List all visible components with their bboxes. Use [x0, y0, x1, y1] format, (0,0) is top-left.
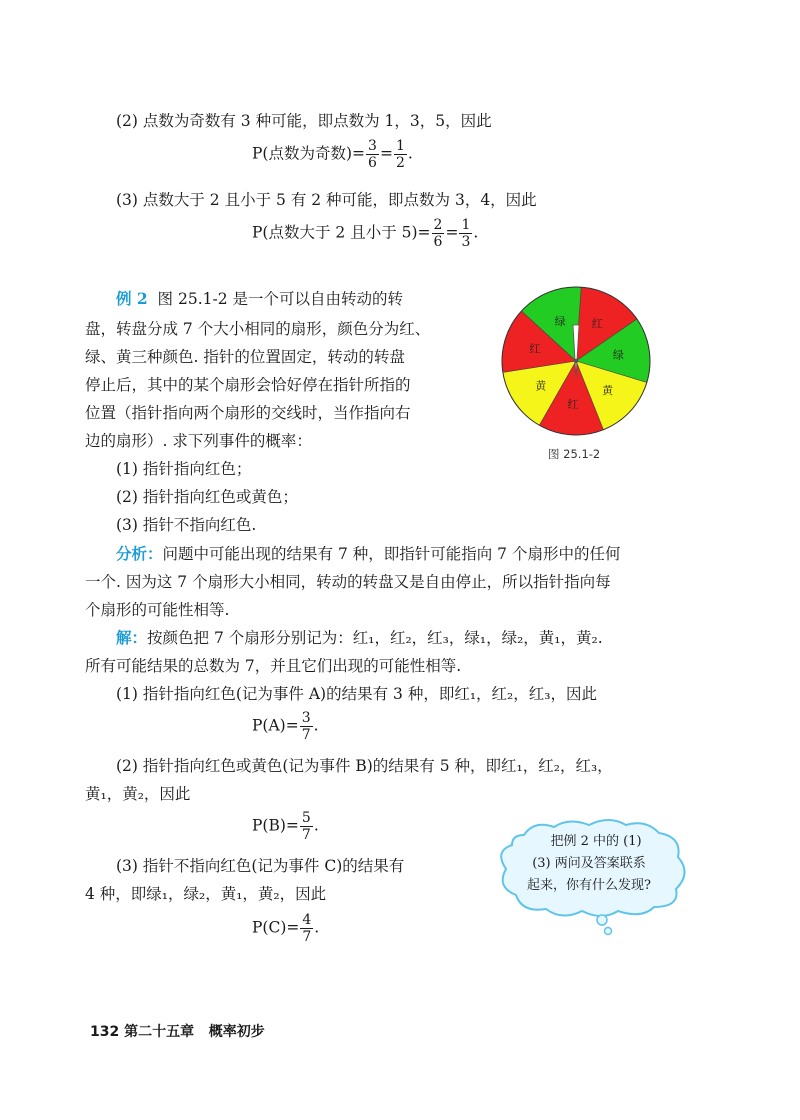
- pa-lhs: P(A)=: [252, 716, 299, 735]
- wheel-sector-label: 黄: [602, 384, 614, 397]
- example2-line-5: 位置（指针指向两个扇形的交线时，当作指向右: [85, 404, 411, 422]
- page-number: 132: [90, 1024, 120, 1040]
- pc-num: 4: [302, 912, 312, 928]
- part2-f1-num: 3: [368, 138, 377, 154]
- wheel-sector-label: 绿: [554, 315, 566, 329]
- solution-step-3b: 4 种，即绿₁，绿₂，黄₁，黄₂，因此: [85, 885, 327, 903]
- example2-line-1: [116, 288, 403, 310]
- pb-lhs: P(B)=: [252, 816, 299, 835]
- solution-line-1: [116, 627, 603, 649]
- solution-step-2a: (2) 指针指向红色或黄色(记为事件 B)的结果有 5 种，即红₁，红₂，红₃，: [116, 757, 613, 775]
- wheel-sector-label: 红: [529, 342, 541, 356]
- question-1: (1) 指针指向红色；: [116, 460, 252, 478]
- part3-f1-num: 2: [433, 217, 443, 233]
- wheel-hub: [574, 359, 578, 363]
- part2-f2-num: 1: [395, 138, 405, 154]
- part2-end: .: [407, 144, 413, 163]
- pc-lhs: P(C)=: [252, 918, 300, 937]
- question-2: (2) 指针指向红色或黄色；: [116, 488, 298, 506]
- pb-formula: [252, 810, 319, 843]
- pa-formula: [252, 710, 319, 743]
- wheel-sector-label: 黄: [535, 379, 547, 393]
- part3-end: .: [473, 223, 479, 242]
- pa-end: .: [313, 716, 319, 735]
- part3-f2-num: 1: [461, 217, 471, 233]
- part3-f2-den: 3: [461, 234, 471, 250]
- chapter-name: 第二十五章: [124, 1024, 195, 1040]
- pa-den: 7: [301, 727, 311, 743]
- pb-den: 7: [301, 827, 311, 843]
- pb-end: .: [313, 816, 319, 835]
- solution-step-2b: 黄₁，黄₂，因此: [85, 785, 191, 803]
- wheel-sector-label: 红: [567, 397, 579, 411]
- cloud-line-3: 起来，你有什么发现?: [527, 878, 651, 893]
- example2-line-6: 边的扇形）. 求下列事件的概率：: [85, 432, 312, 450]
- solution-text-1: 按颜色把 7 个扇形分别记为：红₁，红₂，红₃，绿₁，绿₂，黄₁，黄₂.: [147, 629, 603, 647]
- pc-end: .: [314, 918, 320, 937]
- analysis-line-3: 个扇形的可能性相等.: [85, 601, 230, 619]
- cloud-line-2: (3) 两问及答案联系: [532, 856, 646, 871]
- part2-formula: [252, 138, 413, 171]
- part2-formula-lhs: P(点数为奇数)=: [252, 144, 366, 163]
- solution-step-3a: (3) 指针不指向红色(记为事件 C)的结果有: [116, 857, 405, 875]
- part3-text: (3) 点数大于 2 且小于 5 有 2 种可能，即点数为 3，4，因此: [116, 191, 537, 209]
- wheel-sector-label: 红: [591, 317, 603, 331]
- figure-caption: 图 25.1-2: [548, 447, 601, 461]
- page-footer: [90, 1021, 265, 1041]
- example2-line-2: 盘，转盘分成 7 个大小相同的扇形，颜色分为红、: [85, 320, 431, 338]
- solution-step-1: (1) 指针指向红色(记为事件 A)的结果有 3 种，即红₁，红₂，红₃，因此: [116, 685, 597, 703]
- pa-num: 3: [301, 710, 311, 726]
- part3-formula: [252, 217, 478, 250]
- solution-label: 解：: [116, 628, 148, 647]
- chapter-title: 概率初步: [208, 1024, 265, 1040]
- cloud-text: [527, 831, 652, 897]
- part3-eq: =: [445, 223, 459, 242]
- cloud-line-1: 把例 2 中的 (1): [550, 834, 642, 849]
- pc-den: 7: [302, 929, 312, 945]
- pb-num: 5: [301, 810, 311, 826]
- question-3: (3) 指针不指向红色.: [116, 516, 257, 534]
- analysis-text-1: 问题中可能出现的结果有 7 种，即指针可能指向 7 个扇形中的任何: [162, 545, 621, 563]
- example2-text-1: 图 25.1-2 是一个可以自由转动的转: [157, 290, 404, 308]
- part2-text: (2) 点数为奇数有 3 种可能，即点数为 1，3，5，因此: [116, 112, 492, 130]
- part2-eq: =: [379, 144, 393, 163]
- solution-line-2: 所有可能结果的总数为 7，并且它们出现的可能性相等.: [85, 657, 462, 675]
- part2-f1-den: 6: [368, 155, 377, 171]
- analysis-label: 分析：: [116, 544, 163, 563]
- analysis-line-1: [116, 543, 620, 565]
- analysis-line-2: 一个. 因为这 7 个扇形大小相同，转动的转盘又是自由停止，所以指针指向每: [85, 573, 611, 591]
- example2-line-3: 绿、黄三种颜色. 指针的位置固定，转动的转盘: [85, 348, 405, 366]
- example2-label: 例 2: [116, 289, 148, 308]
- part2-f2-den: 2: [395, 155, 405, 171]
- spinner-wheel: [498, 283, 654, 439]
- part3-f1-den: 6: [433, 234, 443, 250]
- pc-formula: [252, 912, 319, 945]
- part3-formula-lhs: P(点数大于 2 且小于 5)=: [252, 223, 431, 242]
- example2-line-4: 停止后，其中的某个扇形会恰好停在指针所指的: [85, 376, 411, 394]
- wheel-sector-label: 绿: [612, 348, 624, 362]
